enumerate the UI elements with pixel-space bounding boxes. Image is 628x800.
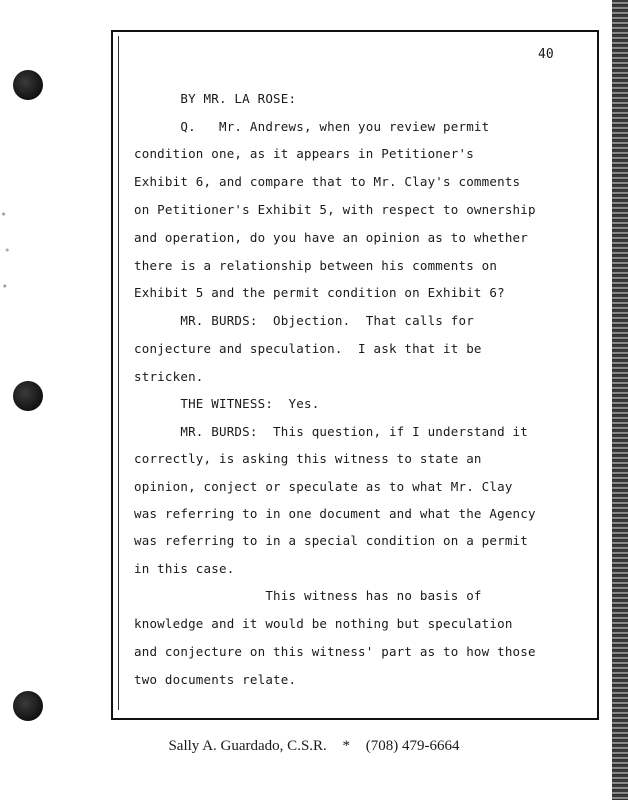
transcript-line: THE WITNESS: Yes.: [134, 396, 320, 411]
transcript-line: and conjecture on this witness' part as to how those: [134, 644, 536, 659]
scan-speckle: [0, 190, 12, 310]
transcript-line: condition one, as it appears in Petitioner's: [134, 146, 474, 161]
footer-separator: *: [342, 738, 351, 754]
transcript-line: there is a relationship between his comments on: [134, 258, 498, 273]
transcript-line: This witness has no basis of: [134, 588, 482, 603]
transcript-line: on Petitioner's Exhibit 5, with respect to ownership: [134, 202, 536, 217]
transcript-line: was referring to in a special condition on a permit: [134, 533, 529, 548]
punch-hole: [13, 691, 43, 721]
reporter-name: Sally A. Guardado, C.S.R.: [168, 738, 327, 754]
transcript-line: and operation, do you have an opinion as to whether: [134, 230, 529, 245]
transcript-line: two documents relate.: [134, 672, 297, 687]
scan-edge: [612, 0, 628, 800]
transcript-line: knowledge and it would be nothing but speculation: [134, 616, 513, 631]
punch-hole: [13, 381, 43, 411]
transcript-line: correctly, is asking this witness to state an: [134, 451, 482, 466]
transcript-line: stricken.: [134, 369, 204, 384]
transcript-line: MR. BURDS: Objection. That calls for: [134, 313, 474, 328]
transcript-line: opinion, conject or speculate as to what Mr. Clay: [134, 479, 513, 494]
transcript-line: conjecture and speculation. I ask that it be: [134, 341, 482, 356]
transcript-line: was referring to in one document and what the Agency: [134, 506, 536, 521]
page-number: 40: [538, 47, 554, 62]
transcript-line: Exhibit 5 and the permit condition on Exhibit 6?: [134, 285, 505, 300]
transcript-line: MR. BURDS: This question, if I understand it: [134, 424, 529, 439]
transcript-line: in this case.: [134, 561, 235, 576]
transcript-line: Q. Mr. Andrews, when you review permit: [134, 119, 490, 134]
reporter-phone: (708) 479-6664: [365, 738, 460, 754]
reporter-footer: [0, 738, 628, 755]
transcript-line: Exhibit 6, and compare that to Mr. Clay's comments: [134, 174, 521, 189]
punch-hole: [13, 70, 43, 100]
transcript-line: BY MR. LA ROSE:: [134, 91, 297, 106]
